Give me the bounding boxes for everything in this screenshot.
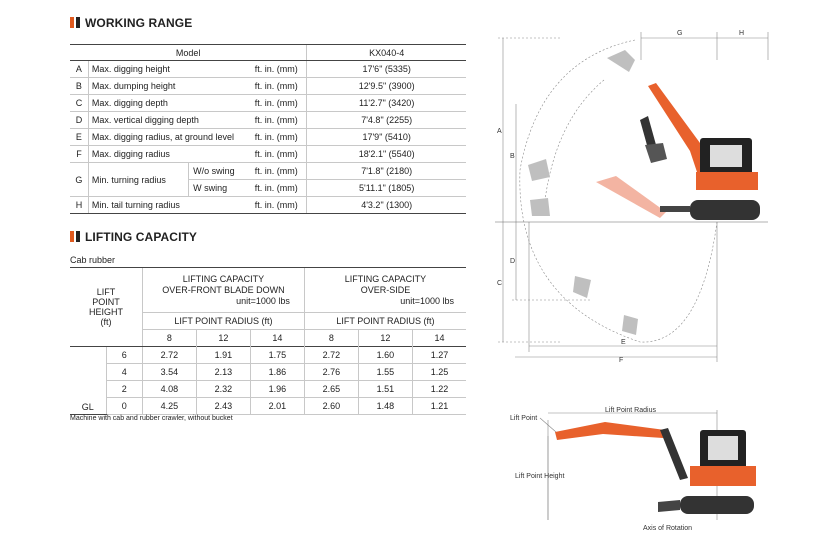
dim-label-b: B [510,153,515,160]
dim-label-f: F [619,357,624,364]
lifting-capacity-title: LIFTING CAPACITY [70,230,197,244]
lift-point-radius-label: Lift Point Radius [605,407,656,414]
footnote: Machine with cab and rubber crawler, without bucket [70,415,233,422]
axis-of-rotation-label: Axis of Rotation [643,525,693,532]
table-row: A Max. digging height ft. in. (mm) 17'6" (5335) [70,61,466,78]
lift-excavator-icon [555,422,756,514]
front-header: LIFTING CAPACITY OVER-FRONT BLADE DOWN unit=1000 lbs [142,268,304,313]
dim-label-c: C [497,280,503,287]
dim-label-e: E [621,339,626,346]
dim-label-d: D [510,258,516,265]
excavator-icon [640,83,760,220]
ground-level-label: GL [70,347,106,415]
dim-label-h: H [739,30,745,37]
ghost-arm-icon [596,176,666,218]
side-header: LIFTING CAPACITY OVER-SIDE unit=1000 lbs [304,268,466,313]
dim-label-a: A [497,128,502,135]
table-row: C Max. digging depth ft. in. (mm) 11'2.7" (3420) [70,95,466,112]
lifting-capacity-table: LIFT POINT HEIGHT (ft) LIFTING CAPACITY OVER-FRONT BLADE DOWN unit=1000 lbs LIFTING CAPACITY OVER-SIDE unit=1000 lbs LIFT POINT RADIUS (ft) LIFT POINT RADIUS (ft) 8 12 14 8 12 14 GL 6 2.72 1.91 1.75 2.72 1.60 1.27 4 3.54 2.13 1.86 2.76 1.55 1.25 2 4.08 2.32 1.96 2.65 1.51 1.22 0 4.25 2.43 2.01 2.60 1.48 1.21 [70,267,466,415]
model-header: Model [70,45,307,61]
table-row: H Min. tail turning radius ft. in. (mm) 4'3.2" (1300) [70,197,466,214]
radius-header-side: LIFT POINT RADIUS (ft) [304,313,466,330]
table-row: B Max. dumping height ft. in. (mm) 12'9.5" (3900) [70,78,466,95]
radius-header-front: LIFT POINT RADIUS (ft) [142,313,304,330]
table-row: GL 6 2.72 1.91 1.75 2.72 1.60 1.27 [70,347,466,364]
table-row: 4 3.54 2.13 1.86 2.76 1.55 1.25 [70,364,466,381]
table-row: 2 4.08 2.32 1.96 2.65 1.51 1.22 [70,381,466,398]
dim-label-g: G [677,30,683,37]
table-row: D Max. vertical digging depth ft. in. (mm) 7'4.8" (2255) [70,112,466,129]
model-value: KX040-4 [307,45,466,61]
lift-point-height-label: Lift Point Height [515,473,565,480]
table-row: W swing ft. in. (mm) 5'11.1" (1805) [70,180,466,197]
table-row: 0 4.25 2.43 2.01 2.60 1.48 1.21 [70,398,466,415]
table-row: F Max. digging radius ft. in. (mm) 18'2.1" (5540) [70,146,466,163]
height-header: LIFT POINT HEIGHT (ft) [70,268,142,347]
cab-subtitle: Cab rubber [70,255,116,265]
table-row: E Max. digging radius, at ground level ft. in. (mm) 17'9" (5410) [70,129,466,146]
working-range-title: WORKING RANGE [70,16,192,30]
lift-point-label: Lift Point [510,415,538,422]
table-row: G Min. turning radius W/o swing ft. in. (mm) 7'1.8" (2180) [70,163,466,180]
